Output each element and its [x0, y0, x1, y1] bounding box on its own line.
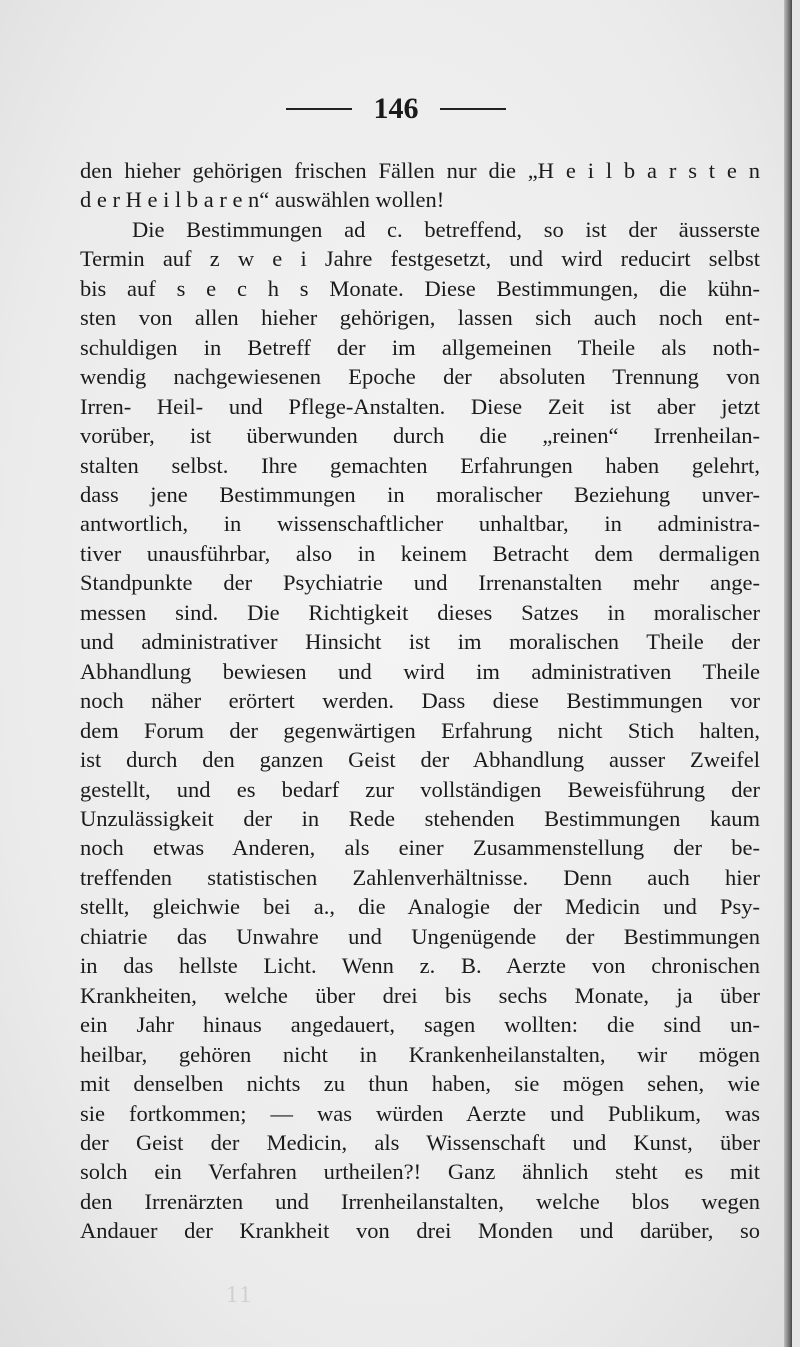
- text-line: bis auf s e c h s Monate. Diese Bestimmungen, die kühn-: [80, 275, 760, 301]
- text-line: solch ein Verfahren urtheilen?! Ganz ähnlich steht es mit: [80, 1159, 760, 1185]
- text-line: noch etwas Anderen, als einer Zusammenstellung der be-: [80, 835, 760, 861]
- page-number: 146: [373, 92, 419, 125]
- text-line: stalten selbst. Ihre gemachten Erfahrungen haben gelehrt,: [80, 452, 760, 478]
- text-line: mit denselben nichts zu thun haben, sie mögen sehen, wie: [80, 1071, 760, 1097]
- text-line: ist durch den ganzen Geist der Abhandlung ausser Zweifel: [80, 747, 760, 773]
- text-line: in das hellste Licht. Wenn z. B. Aerzte von chronischen: [80, 953, 760, 979]
- text-line: dass jene Bestimmungen in moralischer Beziehung unver-: [80, 481, 760, 507]
- text-line: wendig nachgewiesenen Epoche der absoluten Trennung von: [80, 364, 760, 390]
- text-line: schuldigen in Betreff der im allgemeinen Theile als noth-: [80, 334, 760, 360]
- text-line: Andauer der Krankheit von drei Monden und darüber, so: [80, 1218, 760, 1244]
- text-line: den Irrenärzten und Irrenheilanstalten, welche blos wegen: [80, 1188, 760, 1214]
- text-line: sten von allen hieher gehörigen, lassen sich auch noch ent-: [80, 305, 760, 331]
- page-header: [0, 92, 792, 132]
- text-line: sie fortkommen; — was würden Aerzte und Publikum, was: [80, 1100, 760, 1126]
- header-rule-left: [286, 108, 352, 110]
- text-line: treffenden statistischen Zahlenverhältnisse. Denn auch hier: [80, 864, 760, 890]
- text-line: messen sind. Die Richtigkeit dieses Satzes in moralischer: [80, 599, 760, 625]
- text-line: vorüber, ist überwunden durch die „reinen“ Irrenheilan-: [80, 423, 760, 449]
- text-line: heilbar, gehören nicht in Krankenheilanstalten, wir mögen: [80, 1041, 760, 1067]
- page-edge-shadow: [784, 0, 792, 1347]
- body-text: [80, 156, 760, 1246]
- text-line: Standpunkte der Psychiatrie und Irrenanstalten mehr ange-: [80, 570, 760, 596]
- text-line: Krankheiten, welche über drei bis sechs Monate, ja über: [80, 982, 760, 1008]
- text-line: den hieher gehörigen frischen Fällen nur die „H e i l b a r s t e n: [80, 158, 760, 183]
- text-line: Abhandlung bewiesen und wird im administrativen Theile: [80, 658, 760, 684]
- text-line: ein Jahr hinaus angedauert, sagen wollten: die sind un-: [80, 1012, 760, 1038]
- faint-signature-mark: 11: [226, 1282, 254, 1308]
- text-line: gestellt, und es bedarf zur vollständigen Beweisführung der: [80, 776, 760, 802]
- text-line: chiatrie das Unwahre und Ungenügende der Bestimmungen: [80, 923, 760, 949]
- text-line: d e r H e i l b a r e n“ auswählen wollen!: [80, 187, 445, 213]
- text-line: antwortlich, in wissenschaftlicher unhaltbar, in administra-: [80, 511, 760, 537]
- text-line: Die Bestimmungen ad c. betreffend, so ist der äusserste: [132, 216, 760, 242]
- text-line: dem Forum der gegenwärtigen Erfahrung nicht Stich halten,: [80, 717, 760, 743]
- text-line: Irren- Heil- und Pflege-Anstalten. Diese Zeit ist aber jetzt: [80, 393, 760, 419]
- text-line: und administrativer Hinsicht ist im moralischen Theile der: [80, 629, 760, 655]
- header-rule-right: [440, 108, 506, 110]
- text-line: Unzulässigkeit der in Rede stehenden Bestimmungen kaum: [80, 805, 760, 831]
- text-line: Termin auf z w e i Jahre festgesetzt, und wird reducirt selbst: [80, 246, 760, 272]
- text-line: stellt, gleichwie bei a., die Analogie der Medicin und Psy-: [80, 894, 760, 920]
- text-line: tiver unausführbar, also in keinem Betracht dem dermaligen: [80, 540, 760, 566]
- text-line: noch näher erörtert werden. Dass diese Bestimmungen vor: [80, 688, 760, 714]
- text-line: der Geist der Medicin, als Wissenschaft und Kunst, über: [80, 1129, 760, 1155]
